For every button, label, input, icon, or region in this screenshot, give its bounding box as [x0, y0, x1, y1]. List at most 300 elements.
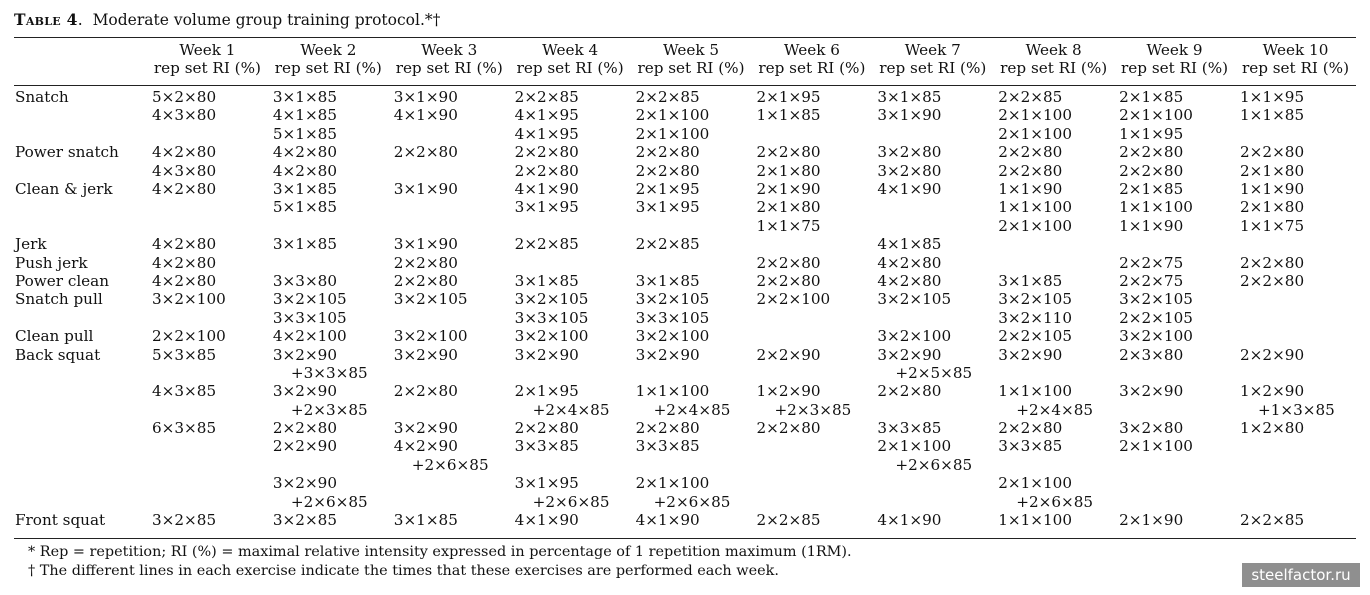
table-cell [751, 143, 872, 180]
cell-line: 4×2×80 [152, 235, 217, 254]
exercise-name: Jerk [15, 235, 47, 254]
exercise-name: Front squat [15, 511, 106, 530]
cell-line: 3×2×90 [514, 345, 579, 364]
column-units: rep set RI (%) [758, 59, 866, 78]
cell-line: 4×1×90 [514, 511, 579, 530]
cell-line: 2×2×100 [152, 327, 226, 346]
table-cell [147, 346, 268, 512]
cell-line [152, 401, 268, 419]
table-cell [993, 81, 1114, 143]
cell-line [636, 364, 752, 382]
table-cell [993, 254, 1114, 272]
cell-line: 3×1×85 [272, 235, 337, 254]
cell-line: +2×6×85 [290, 492, 368, 511]
cell-line: 3×1×90 [393, 235, 458, 254]
table-row [14, 346, 1356, 512]
cell-line: 3×3×85 [635, 437, 700, 456]
cell-line: 2×2×80 [1240, 143, 1305, 162]
table-cell [631, 81, 752, 143]
table-cell [268, 235, 389, 253]
footnotes [28, 543, 852, 581]
cell-line: 2×1×80 [1240, 161, 1305, 180]
cell-line: 3×2×90 [393, 419, 458, 438]
cell-line: 3×1×90 [393, 88, 458, 106]
table-cell [1114, 143, 1235, 180]
table-cell [389, 180, 510, 235]
table-cell [268, 180, 389, 235]
table-cell [872, 254, 993, 272]
cell-line: 2×1×90 [1119, 511, 1184, 530]
exercise-name: Snatch pull [15, 290, 103, 309]
table-cell [1235, 272, 1356, 290]
table-cell [631, 511, 752, 529]
cell-line: 3×3×105 [272, 308, 347, 327]
table-cell [1114, 290, 1235, 327]
cell-line: 3×2×105 [1119, 290, 1193, 309]
cell-line: 2×2×80 [635, 143, 700, 162]
cell-line: 2×2×85 [635, 88, 700, 106]
table-cell [1235, 180, 1356, 235]
cell-line: 2×2×80 [1119, 143, 1184, 162]
cell-line: 2×1×90 [756, 179, 821, 198]
cell-line: 2×2×85 [635, 235, 700, 254]
table-cell [510, 143, 631, 180]
table-caption [14, 10, 440, 29]
cell-line: 4×2×80 [152, 143, 217, 162]
caption-separator: . [77, 11, 93, 29]
cell-line: 3×1×90 [877, 106, 942, 125]
cell-line [515, 456, 631, 474]
table-cell [1235, 254, 1356, 272]
cell-line: 2×2×80 [877, 382, 942, 401]
week-label: Week 8 [1025, 41, 1082, 59]
cell-line: 4×3×80 [152, 161, 217, 180]
cell-line: 2×1×100 [998, 474, 1072, 493]
table-cell [147, 81, 268, 143]
cell-line [273, 456, 389, 474]
table-cell [872, 180, 993, 235]
table-cell [389, 143, 510, 180]
table-cell [268, 290, 389, 327]
table-cell [510, 272, 631, 290]
cell-line: 3×3×105 [635, 308, 710, 327]
cell-line: 4×2×80 [877, 253, 942, 272]
cell-line [998, 456, 1114, 474]
table-cell [631, 327, 752, 345]
table-cell [1235, 235, 1356, 253]
table-cell [751, 327, 872, 345]
cell-line: 3×1×85 [272, 179, 337, 198]
cell-line: 3×1×95 [514, 198, 579, 217]
week-column-header [1114, 41, 1235, 81]
cell-line [756, 364, 872, 382]
table-cell [993, 346, 1114, 512]
cell-line: 1×1×75 [756, 216, 821, 235]
table-cell [1114, 254, 1235, 272]
table-cell [1235, 81, 1356, 143]
cell-line: 2×2×85 [998, 88, 1063, 106]
table-cell [872, 272, 993, 290]
table-cell [510, 511, 631, 529]
cell-line: 3×2×90 [272, 382, 337, 401]
cell-line: 3×2×85 [152, 511, 217, 530]
cell-line: 3×2×85 [272, 511, 337, 530]
cell-line: 1×1×100 [998, 511, 1072, 530]
table-row [14, 511, 1356, 529]
cell-line: 3×2×100 [152, 290, 226, 309]
cell-line [1119, 401, 1235, 419]
footnote-abbreviations: * Rep = repetition; RI (%) = maximal relative intensity expressed in percentage of 1 repetition maximum (1RM). [28, 544, 852, 560]
cell-line: 4×1×90 [635, 511, 700, 530]
table-cell [993, 272, 1114, 290]
cell-line: +2×6×85 [1016, 492, 1094, 511]
table-cell [872, 235, 993, 253]
table-cell [268, 327, 389, 345]
table-cell [389, 254, 510, 272]
cell-line: 3×2×90 [272, 474, 337, 493]
cell-line: 4×1×90 [393, 106, 458, 125]
cell-line: 2×2×80 [393, 271, 458, 290]
cell-line: 2×2×80 [272, 419, 337, 438]
table-cell [631, 254, 752, 272]
cell-line: 4×1×95 [514, 124, 579, 143]
table-cell [872, 290, 993, 327]
week-column-header [993, 41, 1114, 81]
cell-line: 2×2×80 [393, 382, 458, 401]
column-units: rep set RI (%) [879, 59, 987, 78]
cell-line: 3×1×85 [877, 88, 942, 106]
cell-line: 2×2×75 [1119, 271, 1184, 290]
cell-line: 4×2×80 [272, 161, 337, 180]
cell-line: 4×2×80 [152, 271, 217, 290]
column-units: rep set RI (%) [1241, 59, 1350, 78]
table-header [14, 41, 1356, 81]
cell-line: 2×1×85 [1119, 88, 1184, 106]
table-cell [872, 143, 993, 180]
cell-line: 3×1×85 [393, 511, 458, 530]
cell-line: 2×1×80 [756, 198, 821, 217]
exercise-name: Clean & jerk [15, 179, 113, 198]
cell-line [1240, 364, 1356, 382]
table-cell [993, 180, 1114, 235]
cell-line: 1×1×90 [998, 179, 1063, 198]
cell-line: 4×2×80 [272, 143, 337, 162]
training-protocol-table [14, 41, 1356, 529]
table-cell [631, 180, 752, 235]
week-label: Week 4 [542, 41, 599, 59]
table-cell [1114, 272, 1235, 290]
table-cell [751, 346, 872, 512]
cell-line: 3×1×85 [635, 271, 700, 290]
cell-line: 2×1×80 [756, 161, 821, 180]
cell-line: 3×2×90 [272, 345, 337, 364]
week-label: Week 2 [300, 41, 357, 59]
week-column-header [872, 41, 993, 81]
cell-line: 3×2×105 [877, 290, 952, 309]
cell-line: 3×2×105 [393, 290, 468, 309]
cell-line: 2×2×75 [1119, 253, 1184, 272]
cell-line: 3×2×90 [635, 345, 700, 364]
table-cell [1235, 290, 1356, 327]
exercise-column-header [14, 41, 147, 81]
table-cell [268, 254, 389, 272]
table-cell [1114, 511, 1235, 529]
table-row [14, 327, 1356, 345]
caption-text: Moderate volume group training protocol.*† [92, 11, 441, 29]
cell-line: 3×3×85 [514, 437, 579, 456]
cell-line: 2×1×100 [1119, 437, 1193, 456]
table-cell [631, 272, 752, 290]
cell-line: 2×1×100 [998, 216, 1072, 235]
cell-line: 2×2×80 [756, 143, 821, 162]
cell-line: 2×2×80 [756, 253, 821, 272]
cell-line: 3×2×80 [877, 143, 942, 162]
cell-line [877, 401, 993, 419]
column-units: rep set RI (%) [395, 59, 503, 78]
cell-line: 3×3×105 [514, 308, 589, 327]
cell-line: 2×2×85 [756, 511, 821, 530]
table-cell [147, 143, 268, 180]
table-cell [751, 235, 872, 253]
cell-line: 6×3×85 [152, 419, 217, 438]
week-column-header [631, 41, 752, 81]
cell-line: 3×1×95 [635, 198, 700, 217]
cell-line: +2×6×85 [411, 455, 489, 474]
table-cell [1114, 346, 1235, 512]
table-row [14, 272, 1356, 290]
table-cell [751, 254, 872, 272]
table-cell [389, 235, 510, 253]
cell-line: +2×4×85 [1016, 400, 1094, 419]
cell-line: 1×1×90 [1240, 179, 1305, 198]
cell-line: 5×1×85 [272, 198, 337, 217]
cell-line: 1×2×80 [1240, 419, 1305, 438]
cell-line [998, 364, 1114, 382]
cell-line: +2×6×85 [895, 455, 973, 474]
cell-line: +2×6×85 [653, 492, 731, 511]
table-cell [389, 81, 510, 143]
week-label: Week 1 [179, 41, 236, 59]
top-rule [14, 37, 1356, 38]
column-units: rep set RI (%) [153, 59, 261, 78]
week-label: Week 9 [1146, 41, 1203, 59]
table-cell [993, 143, 1114, 180]
cell-line: 2×2×80 [1119, 161, 1184, 180]
cell-line: 3×1×85 [998, 271, 1063, 290]
cell-line: 3×3×85 [998, 437, 1063, 456]
cell-line: 2×1×100 [635, 474, 710, 493]
cell-line: 3×2×105 [514, 290, 589, 309]
cell-line: 1×2×90 [1240, 382, 1305, 401]
week-column-header [510, 41, 631, 81]
table-cell [872, 327, 993, 345]
table-cell [1114, 235, 1235, 253]
table-row [14, 143, 1356, 180]
table-cell [147, 290, 268, 327]
cell-line: +2×5×85 [895, 363, 973, 382]
cell-line: 3×2×110 [998, 308, 1072, 327]
cell-line: +2×4×85 [653, 400, 731, 419]
column-units: rep set RI (%) [1121, 59, 1229, 78]
week-column-header [147, 41, 268, 81]
table-cell [751, 272, 872, 290]
table-cell [147, 272, 268, 290]
cell-line: 3×2×105 [272, 290, 347, 309]
cell-line: 4×1×95 [514, 106, 579, 125]
cell-line: 3×2×105 [998, 290, 1072, 309]
cell-line: 2×2×85 [514, 88, 579, 106]
cell-line: +3×3×85 [290, 363, 368, 382]
cell-line: 1×1×85 [756, 106, 821, 125]
table-cell [993, 290, 1114, 327]
cell-line: 1×1×100 [998, 382, 1072, 401]
week-column-header [389, 41, 510, 81]
cell-line: 3×1×90 [393, 179, 458, 198]
cell-line: +1×3×85 [1258, 400, 1335, 419]
cell-line: 3×2×80 [1119, 419, 1184, 438]
cell-line: 2×2×80 [635, 161, 700, 180]
cell-line: 3×2×90 [393, 345, 458, 364]
cell-line: 1×1×75 [1240, 216, 1305, 235]
cell-line: 2×2×80 [1240, 253, 1305, 272]
table-label: Table 4 [14, 10, 78, 29]
column-units: rep set RI (%) [637, 59, 745, 78]
table-cell [147, 511, 268, 529]
cell-line: 1×1×90 [1119, 216, 1184, 235]
cell-line: 4×1×85 [877, 235, 942, 254]
cell-line [394, 401, 510, 419]
cell-line: 2×2×80 [635, 419, 700, 438]
table-cell [872, 346, 993, 512]
table-cell [268, 81, 389, 143]
table-row [14, 254, 1356, 272]
cell-line [152, 364, 268, 382]
cell-line: +2×6×85 [532, 492, 610, 511]
cell-line: 4×2×80 [152, 179, 217, 198]
cell-line: 2×2×105 [998, 327, 1072, 346]
table-cell [631, 290, 752, 327]
cell-line: +2×4×85 [532, 400, 610, 419]
column-units: rep set RI (%) [1000, 59, 1108, 78]
table-cell [1235, 511, 1356, 529]
table-row [14, 180, 1356, 235]
cell-line: 2×2×80 [998, 161, 1063, 180]
table-cell [389, 511, 510, 529]
week-label: Week 7 [904, 41, 961, 59]
exercise-name: Power snatch [15, 143, 119, 162]
table-cell [751, 511, 872, 529]
table-cell [872, 511, 993, 529]
cell-line: 2×2×105 [1119, 308, 1193, 327]
cell-line: 2×1×95 [514, 382, 579, 401]
cell-line: 3×2×90 [1119, 382, 1184, 401]
cell-line: 1×1×100 [635, 382, 710, 401]
cell-line [515, 364, 631, 382]
table-cell [1114, 81, 1235, 143]
table-cell [147, 254, 268, 272]
cell-line: 4×2×90 [393, 437, 458, 456]
week-label: Week 6 [783, 41, 840, 59]
table-row [14, 81, 1356, 143]
exercise-name: Snatch [15, 88, 69, 106]
table-cell [147, 327, 268, 345]
cell-line: 5×3×85 [152, 345, 217, 364]
table-cell [1235, 143, 1356, 180]
table-cell [993, 327, 1114, 345]
table-cell [147, 235, 268, 253]
cell-line: 4×1×90 [514, 179, 579, 198]
table-cell [389, 327, 510, 345]
cell-line: 1×1×100 [998, 198, 1072, 217]
watermark: steelfactor.ru [1242, 563, 1360, 587]
cell-line: 2×2×80 [998, 143, 1063, 162]
cell-line: 2×2×80 [756, 271, 821, 290]
cell-line: 2×2×100 [756, 290, 831, 309]
table-cell [751, 290, 872, 327]
cell-line: 4×1×90 [877, 179, 942, 198]
cell-line: +2×3×85 [774, 400, 852, 419]
cell-line: 3×2×90 [998, 345, 1063, 364]
table-cell [510, 254, 631, 272]
cell-line: 2×1×80 [1240, 198, 1305, 217]
cell-line: 3×2×100 [393, 327, 468, 346]
cell-line: 2×1×100 [635, 124, 710, 143]
cell-line: 2×1×100 [998, 106, 1072, 125]
table-body [14, 81, 1356, 529]
table-cell [1235, 346, 1356, 512]
table-cell [389, 272, 510, 290]
week-label: Week 5 [662, 41, 720, 59]
cell-line: 5×1×85 [272, 124, 337, 143]
table-cell [510, 180, 631, 235]
table-cell [389, 346, 510, 512]
cell-line: 3×2×100 [1119, 327, 1193, 346]
header-row [14, 41, 1356, 81]
cell-line: 3×2×80 [877, 161, 942, 180]
table-cell [510, 290, 631, 327]
cell-line [394, 364, 510, 382]
table-cell [751, 81, 872, 143]
cell-line: 1×1×95 [1240, 88, 1305, 106]
cell-line: 4×1×85 [272, 106, 337, 125]
table-cell [147, 180, 268, 235]
cell-line: 4×1×90 [877, 511, 942, 530]
footnote-lines: † The different lines in each exercise indicate the times that these exercises are performed each week. [28, 563, 779, 579]
cell-line: 3×3×85 [877, 419, 942, 438]
cell-line: 2×2×80 [1240, 271, 1305, 290]
bottom-rule [14, 538, 1356, 539]
cell-line: 2×1×95 [635, 179, 700, 198]
table-row [14, 235, 1356, 253]
cell-line: 2×1×100 [877, 437, 952, 456]
cell-line: 3×1×85 [514, 271, 579, 290]
table-cell [389, 290, 510, 327]
cell-line: 4×2×100 [272, 327, 347, 346]
table-cell [631, 235, 752, 253]
cell-line [636, 456, 752, 474]
table-cell [510, 327, 631, 345]
table-cell [872, 81, 993, 143]
cell-line: 2×2×85 [514, 235, 579, 254]
cell-line: 3×1×95 [514, 474, 579, 493]
table-cell [268, 511, 389, 529]
cell-line: 3×2×100 [635, 327, 710, 346]
week-label: Week 3 [421, 41, 478, 59]
cell-line: 1×1×100 [1119, 198, 1193, 217]
table-cell [510, 235, 631, 253]
exercise-name: Clean pull [15, 327, 94, 346]
cell-line: 5×2×80 [152, 88, 217, 106]
